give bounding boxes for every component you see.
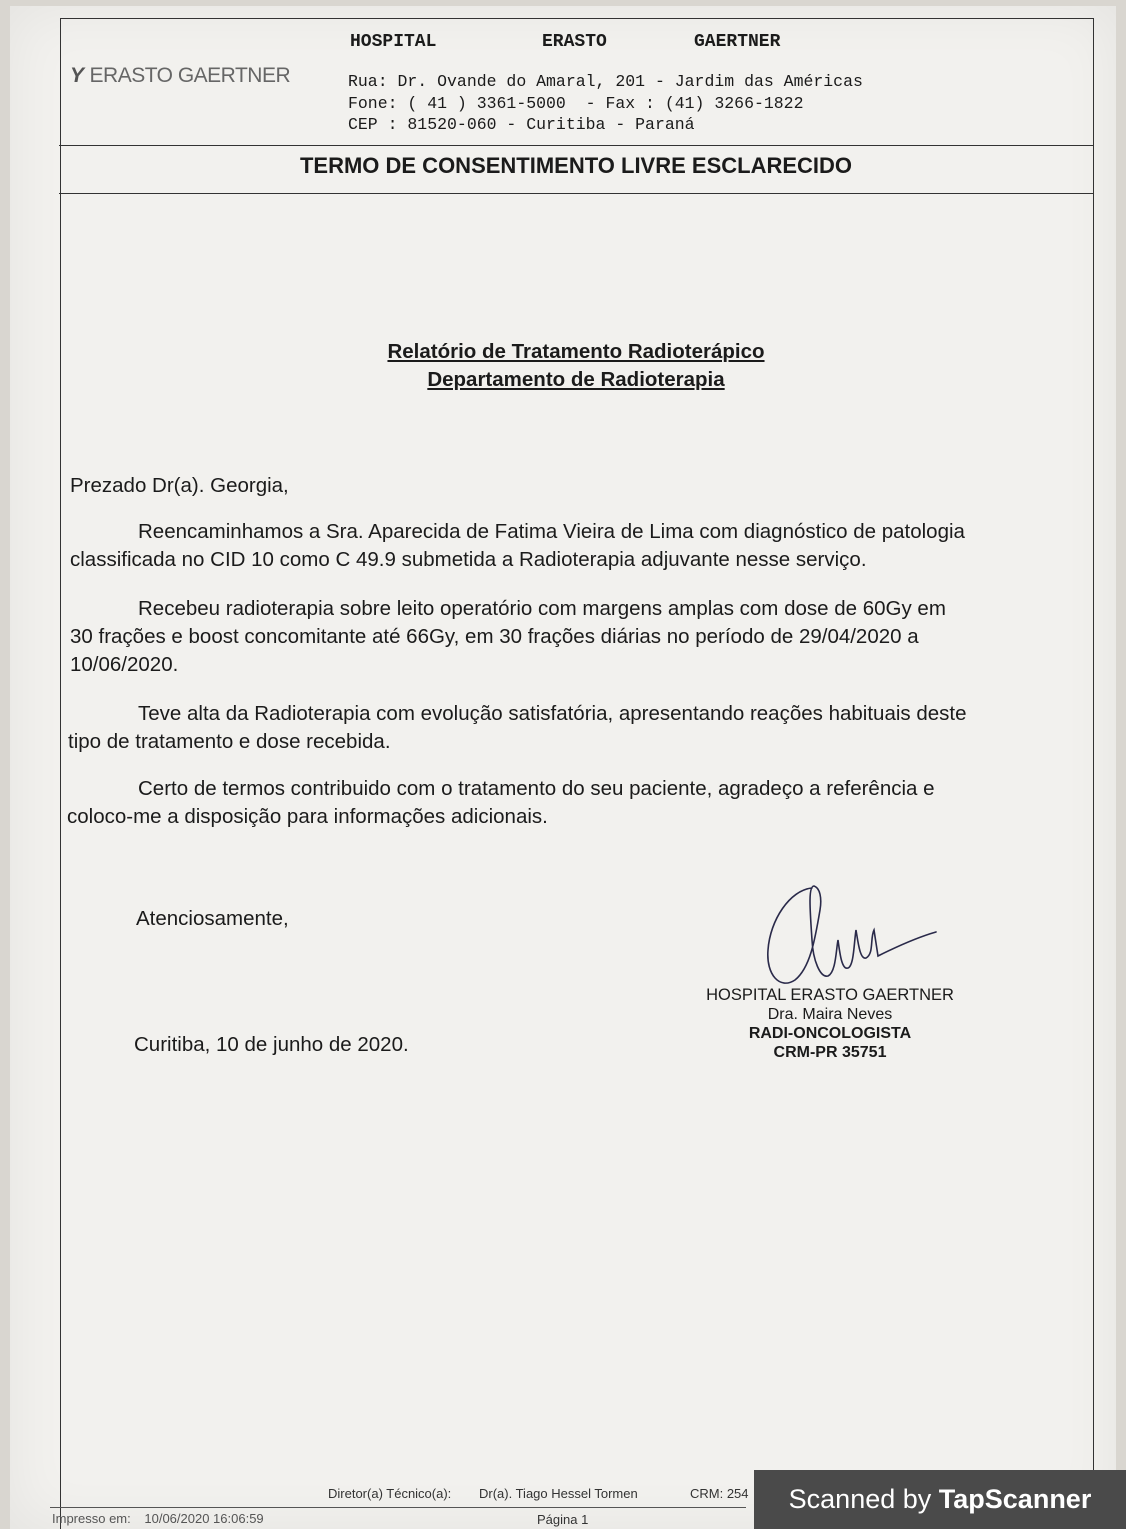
hospital-logo bbox=[70, 64, 290, 88]
printed-at bbox=[52, 1511, 264, 1526]
header-divider bbox=[59, 145, 1093, 146]
address-street: Rua: Dr. Ovande do Amaral, 201 - Jardim das Américas bbox=[348, 72, 863, 91]
paragraph-1-line-1: Reencaminhamos a Sra. Aparecida de Fatima Vieira de Lima com diagnóstico de patologia bbox=[138, 520, 965, 543]
closing: Atenciosamente, bbox=[136, 907, 289, 930]
printed-value: 10/06/2020 16:06:59 bbox=[144, 1511, 264, 1526]
logo-text: ERASTO GAERTNER bbox=[89, 64, 291, 87]
footer-rule bbox=[50, 1507, 746, 1508]
form-frame bbox=[60, 18, 1094, 1529]
printed-label: Impresso em: bbox=[52, 1511, 131, 1526]
paragraph-3-line-1: Teve alta da Radioterapia com evolução satisfatória, apresentando reações habituais deste bbox=[138, 702, 967, 725]
paragraph-2-line-2: 30 frações e boost concomitante até 66Gy, em 30 frações diárias no período de 29/04/2020 a bbox=[70, 625, 919, 648]
page-number: Página 1 bbox=[537, 1512, 589, 1527]
watermark-brand: TapScanner bbox=[938, 1484, 1092, 1514]
scanner-watermark bbox=[754, 1470, 1126, 1529]
header-word-hospital: HOSPITAL bbox=[350, 32, 437, 52]
address-cep: CEP : 81520-060 - Curitiba - Paraná bbox=[348, 115, 695, 134]
title-divider bbox=[59, 193, 1093, 194]
stamp-hospital: HOSPITAL ERASTO GAERTNER bbox=[706, 986, 954, 1004]
paragraph-1-line-2: classificada no CID 10 como C 49.9 submetida a Radioterapia adjuvante nesse serviço. bbox=[70, 548, 867, 571]
footer-crm: CRM: 254 bbox=[690, 1486, 749, 1501]
address-phone: Fone: ( 41 ) 3361-5000 - Fax : (41) 3266-1822 bbox=[348, 94, 804, 113]
form-title: TERMO DE CONSENTIMENTO LIVRE ESCLARECIDO bbox=[299, 153, 853, 178]
paragraph-4-line-1: Certo de termos contribuido com o tratamento do seu paciente, agradeço a referência e bbox=[138, 777, 935, 800]
stamp-crm: CRM-PR 35751 bbox=[773, 1044, 887, 1061]
stamp-doctor: Dra. Maira Neves bbox=[767, 1006, 893, 1023]
footer-director-label: Diretor(a) Técnico(a): bbox=[328, 1486, 452, 1501]
report-title: Relatório de Tratamento Radioterápico bbox=[387, 340, 765, 363]
report-department: Departamento de Radioterapia bbox=[427, 368, 725, 391]
paragraph-2-line-1: Recebeu radioterapia sobre leito operatório com margens amplas com dose de 60Gy em bbox=[138, 597, 946, 620]
stamp-role: RADI-ONCOLOGISTA bbox=[748, 1025, 912, 1042]
watermark-prefix: Scanned by bbox=[788, 1484, 932, 1514]
logo-mark-icon: Y bbox=[70, 64, 84, 87]
report-titles bbox=[60, 338, 1092, 394]
handwritten-signature bbox=[750, 880, 950, 990]
paragraph-2-line-3: 10/06/2020. bbox=[70, 653, 179, 676]
paragraph-4-line-2: coloco-me a disposição para informações adicionais. bbox=[67, 805, 548, 828]
greeting: Prezado Dr(a). Georgia, bbox=[70, 474, 289, 497]
signature-stamp bbox=[690, 986, 970, 1062]
place-date: Curitiba, 10 de junho de 2020. bbox=[134, 1033, 409, 1056]
header-word-erasto: ERASTO bbox=[542, 32, 607, 52]
header-word-gaertner: GAERTNER bbox=[694, 32, 781, 52]
footer-director-name: Dr(a). Tiago Hessel Tormen bbox=[479, 1486, 638, 1501]
paragraph-3-line-2: tipo de tratamento e dose recebida. bbox=[68, 730, 391, 753]
